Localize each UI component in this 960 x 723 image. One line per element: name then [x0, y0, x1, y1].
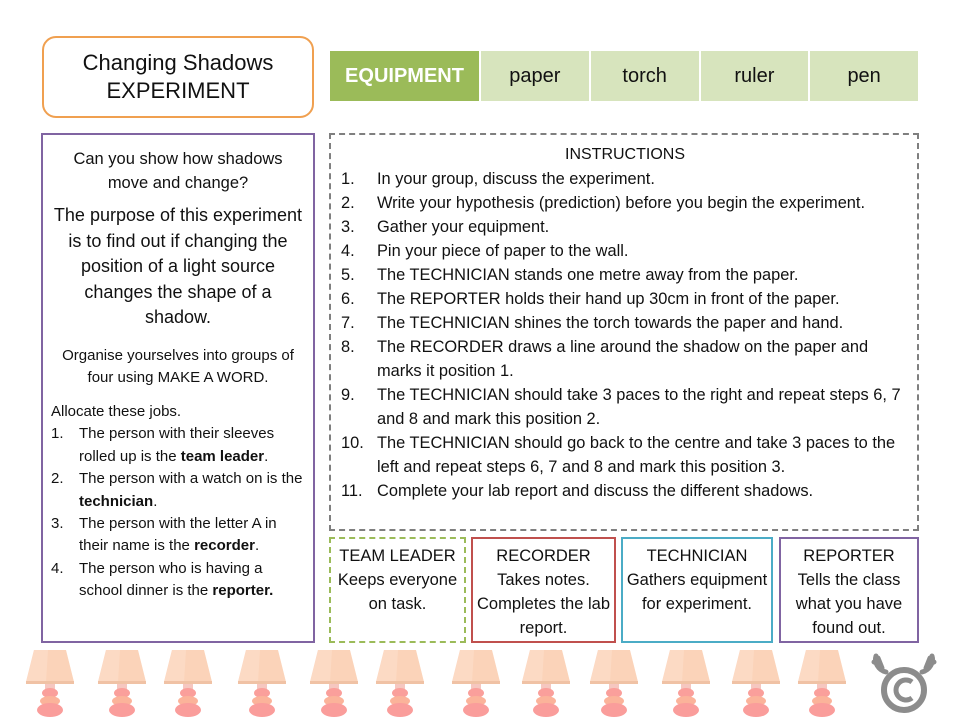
- intro-purpose: The purpose of this experiment is to find out if changing the position of a light source changes the shape of a shadow.: [53, 205, 303, 328]
- instruction-step: [341, 431, 909, 479]
- step-number: 7.: [341, 314, 355, 332]
- moose-copyright-icon: [868, 650, 940, 718]
- equipment-item: torch: [589, 51, 699, 101]
- instruction-step: [341, 479, 909, 503]
- step-number: 1.: [341, 170, 355, 188]
- step-text: Complete your lab report and discuss the different shadows.: [377, 482, 814, 500]
- job-end: .: [153, 492, 158, 510]
- step-number: 4.: [341, 242, 355, 260]
- instruction-step: [341, 239, 909, 263]
- step-number: 2.: [341, 194, 355, 212]
- job-role: recorder: [194, 537, 255, 555]
- role-card-recorder: [471, 537, 616, 643]
- role-card-technician: [621, 537, 773, 643]
- step-number: 10.: [341, 434, 364, 452]
- instructions-list: [341, 167, 909, 503]
- instruction-step: [341, 191, 909, 215]
- jobs-list: [51, 423, 305, 602]
- intro-box: [41, 133, 315, 643]
- step-number: 8.: [341, 338, 355, 356]
- table-lamp-icon: [236, 648, 288, 718]
- role-title: TECHNICIAN: [646, 547, 748, 565]
- table-lamp-icon: [450, 648, 502, 718]
- instruction-step: [341, 335, 909, 383]
- step-number: 3.: [341, 218, 355, 236]
- role-desc: Keeps everyone on task.: [337, 571, 458, 613]
- step-text: In your group, discuss the experiment.: [377, 170, 655, 188]
- instructions-box: [329, 133, 919, 531]
- step-text: The TECHNICIAN stands one metre away from the paper.: [377, 266, 799, 284]
- step-number: 6.: [341, 290, 355, 308]
- table-lamp-icon: [96, 648, 148, 718]
- job-end: .: [264, 447, 269, 465]
- step-text: Write your hypothesis (prediction) before you begin the experiment.: [377, 194, 866, 212]
- title-line-2: EXPERIMENT: [106, 78, 250, 103]
- job-text: The person who is having a school dinner is the: [79, 559, 263, 600]
- table-lamp-icon: [660, 648, 712, 718]
- equipment-item: ruler: [699, 51, 809, 101]
- job-role: technician: [79, 492, 154, 510]
- instruction-step: [341, 383, 909, 431]
- table-lamp-icon: [308, 648, 360, 718]
- title-box: [42, 36, 314, 118]
- job-number: 3.: [51, 515, 64, 532]
- step-text: The REPORTER holds their hand up 30cm in front of the paper.: [377, 290, 840, 308]
- step-number: 11.: [341, 482, 363, 500]
- step-text: The TECHNICIAN should take 3 paces to the right and repeat steps 6, 7 and 8 and mark this position 2.: [377, 386, 901, 428]
- equipment-table: [330, 51, 918, 101]
- table-lamp-icon: [796, 648, 848, 718]
- job-role: team leader: [180, 447, 265, 465]
- step-text: The TECHNICIAN should go back to the centre and take 3 paces to the left and repeat steps 6, 7 and 8 and mark this position 3.: [377, 434, 896, 476]
- allocate-heading: Allocate these jobs.: [51, 402, 182, 420]
- job-item: [51, 468, 305, 513]
- role-desc: Gathers equipment for experiment.: [626, 571, 768, 613]
- step-text: The RECORDER draws a line around the shadow on the paper and marks it position 1.: [377, 338, 869, 380]
- equipment-item: pen: [808, 51, 918, 101]
- instruction-step: [341, 167, 909, 191]
- role-desc: Takes notes. Completes the lab report.: [477, 571, 610, 637]
- job-text: The person with a watch on is the: [79, 470, 303, 488]
- job-item: [51, 423, 305, 468]
- job-number: 2.: [51, 470, 64, 488]
- job-role: reporter.: [212, 582, 274, 600]
- job-item: [51, 513, 305, 558]
- step-number: 9.: [341, 386, 355, 404]
- table-lamp-icon: [374, 648, 426, 718]
- job-item: [51, 558, 305, 603]
- instructions-heading: INSTRUCTIONS: [565, 146, 685, 163]
- role-card-reporter: [779, 537, 919, 643]
- step-text: Gather your equipment.: [377, 218, 550, 236]
- role-title: TEAM LEADER: [339, 547, 456, 565]
- instruction-step: [341, 263, 909, 287]
- title-line-1: Changing Shadows: [82, 50, 274, 75]
- table-lamp-icon: [588, 648, 640, 718]
- instruction-step: [341, 287, 909, 311]
- intro-organise: Organise yourselves into groups of four using MAKE A WORD.: [62, 346, 294, 386]
- instruction-step: [341, 215, 909, 239]
- instruction-step: [341, 311, 909, 335]
- job-number: 1.: [51, 425, 64, 443]
- job-text: The person with their sleeves rolled up is the: [79, 425, 275, 465]
- step-number: 5.: [341, 266, 355, 284]
- role-desc: Tells the class what you have found out.: [795, 571, 903, 637]
- equipment-item: paper: [479, 51, 589, 101]
- table-lamp-icon: [162, 648, 214, 718]
- role-card-team-leader: [329, 537, 466, 643]
- role-title: REPORTER: [803, 547, 895, 565]
- intro-question: Can you show how shadows move and change?: [73, 150, 283, 192]
- job-number: 4.: [51, 559, 64, 577]
- table-lamp-icon: [24, 648, 76, 718]
- job-text: The person with the letter A in their name is the: [79, 515, 277, 555]
- job-end: .: [254, 537, 260, 555]
- step-text: The TECHNICIAN shines the torch towards the paper and hand.: [377, 314, 844, 332]
- equipment-header: EQUIPMENT: [330, 51, 479, 101]
- table-lamp-icon: [520, 648, 572, 718]
- step-text: Pin your piece of paper to the wall.: [377, 242, 629, 260]
- role-title: RECORDER: [496, 547, 591, 565]
- table-lamp-icon: [730, 648, 782, 718]
